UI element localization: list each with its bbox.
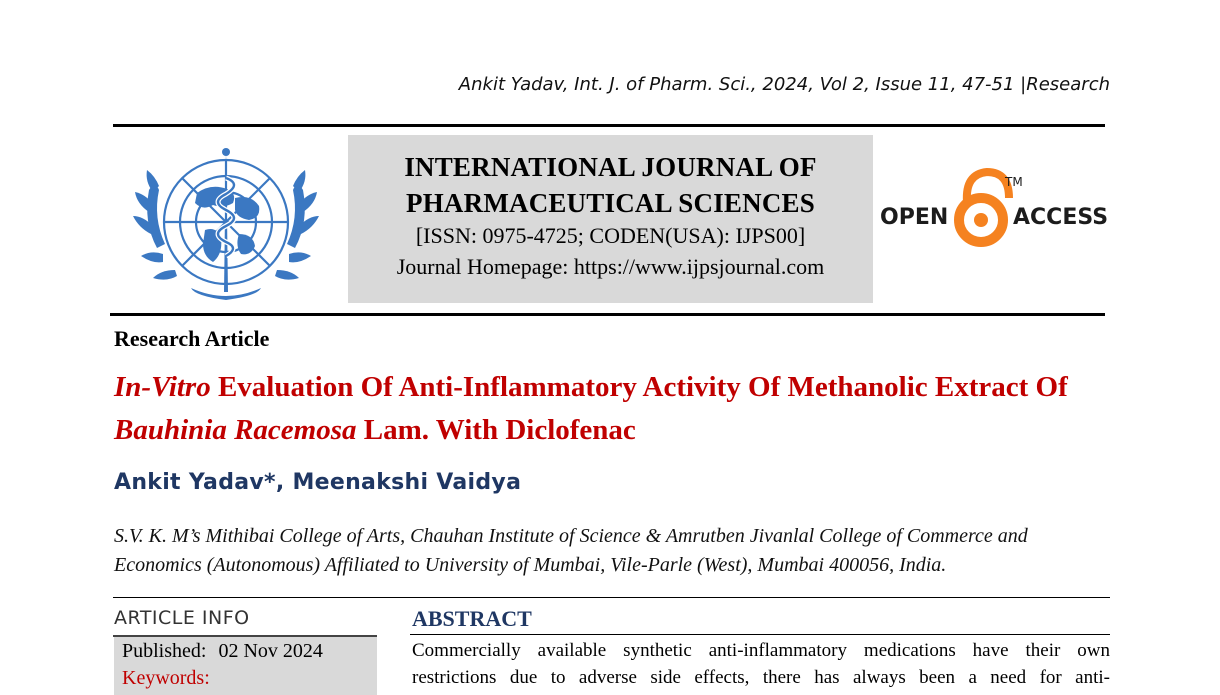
abstract-heading: ABSTRACT: [412, 606, 532, 631]
title-italic-1: In-Vitro: [114, 371, 211, 403]
article-authors: Ankit Yadav*, Meenakshi Vaidya: [114, 470, 522, 495]
journal-title-line1: INTERNATIONAL JOURNAL OF: [404, 152, 817, 182]
title-italic-2: Bauhinia Racemosa: [114, 414, 357, 446]
section-divider: [113, 597, 1110, 598]
keywords-label: Keywords:: [122, 667, 210, 689]
running-head: Ankit Yadav, Int. J. of Pharm. Sci., 2024, Vol 2, Issue 11, 47-51 |Research: [458, 74, 1110, 95]
title-text-2: Lam. With Diclofenac: [356, 414, 636, 446]
journal-masthead: [348, 135, 873, 303]
trademark: TM: [1005, 175, 1023, 189]
published-value: 02 Nov 2024: [218, 640, 323, 662]
journal-homepage: Journal Homepage: https://www.ijpsjournal.com: [396, 254, 825, 279]
header-bottom-rule: [110, 313, 1105, 316]
author-affiliation: S.V. K. M’s Mithibai College of Arts, Chauhan Institute of Science & Amrutben Jivanlal College of Commerce and Economics (Autonomous) Affiliated to University of Mumbai, Vile-Parle (West), Mumbai 400056, India.: [114, 525, 1028, 576]
journal-title-line2: PHARMACEUTICAL SCIENCES: [406, 188, 815, 218]
article-type: Research Article: [114, 326, 270, 351]
header-top-rule: [113, 124, 1105, 127]
access-word: ACCESS: [1013, 205, 1108, 230]
title-text-1: Evaluation Of Anti-Inflammatory Activity Of Methanolic Extract Of: [210, 371, 1068, 403]
open-access-logo-icon: [880, 168, 1108, 252]
published-label: Published:: [122, 640, 207, 662]
article-title: [114, 366, 1094, 452]
journal-issn: [ISSN: 0975-4725; CODEN(USA): IJPS00]: [415, 223, 806, 248]
published-row: [122, 640, 323, 663]
open-word: OPEN: [880, 205, 949, 230]
abstract-rule: [410, 634, 1110, 635]
abstract-text: Commercially available synthetic anti-inflammatory medications have their own restrictions due to adverse side effects, there has always been a need for anti-: [412, 640, 1110, 688]
article-info-heading: ARTICLE INFO: [114, 607, 250, 629]
globe-caduceus-logo-icon: [127, 138, 325, 306]
